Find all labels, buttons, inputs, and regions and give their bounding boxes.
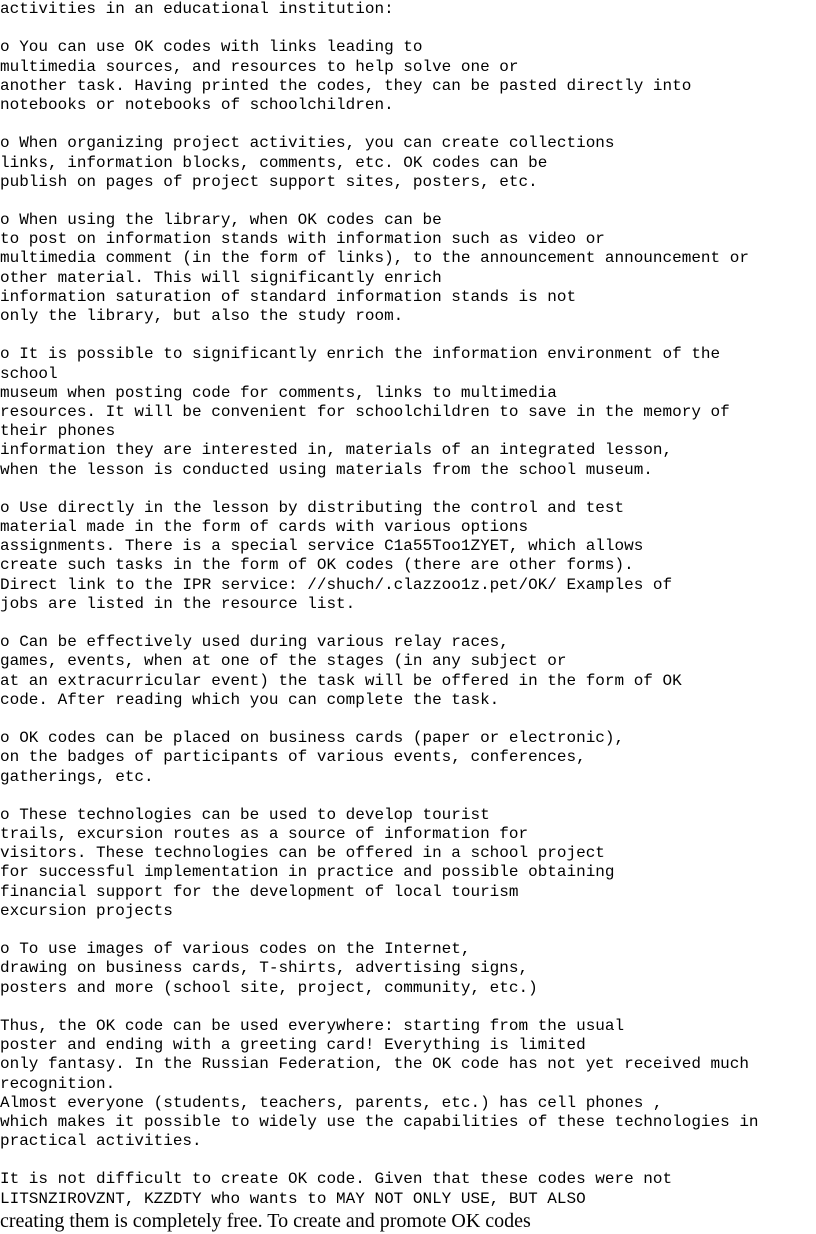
paragraph-line: notebooks or notebooks of schoolchildren.: [0, 95, 394, 114]
paragraph-line: visitors. These technologies can be offered in a school project: [0, 844, 605, 863]
paragraph-line: financial support for the development of local tourism: [0, 882, 519, 901]
paragraph-line: Direct link to the IPR service: //shuch/.clazzoo1z.pet/OK/ Examples of: [0, 575, 673, 594]
paragraph-line: drawing on business cards, T-shirts, advertising signs,: [0, 959, 529, 978]
paragraph-line: on the badges of participants of various events, conferences,: [0, 748, 586, 767]
paragraph-line: another task. Having printed the codes, they can be pasted directly into: [0, 76, 692, 95]
paragraph-line: o It is possible to significantly enrich the information environment of the: [0, 345, 721, 364]
paragraph: [0, 633, 816, 710]
paragraph-line: o These technologies can be used to develop tourist: [0, 805, 490, 824]
paragraph: [0, 345, 816, 479]
paragraph: [0, 940, 816, 998]
closing-line: LITSNZIROVZNT, KZZDTY who wants to MAY NOT ONLY USE, BUT ALSO: [0, 1189, 586, 1208]
paragraph-line: Thus, the OK code can be used everywhere: starting from the usual: [0, 1016, 625, 1035]
paragraph-line: when the lesson is conducted using materials from the school museum.: [0, 460, 653, 479]
paragraph: [0, 134, 816, 192]
paragraph-line: code. After reading which you can complete the task.: [0, 690, 500, 709]
paragraph-line: publish on pages of project support sites, posters, etc.: [0, 172, 538, 191]
paragraph-line: o When using the library, when OK codes can be: [0, 211, 442, 230]
paragraph: [0, 38, 816, 115]
paragraph-line: o Can be effectively used during various relay races,: [0, 633, 509, 652]
paragraph-line: jobs are listed in the resource list.: [0, 594, 356, 613]
paragraph: [0, 806, 816, 921]
paragraph-line: assignments. There is a special service C1a55Too1ZYET, which allows: [0, 537, 644, 556]
paragraph-line: excursion projects: [0, 901, 173, 920]
closing-paragraph: [0, 1170, 816, 1232]
paragraph-line: their phones: [0, 422, 116, 441]
paragraph-line: museum when posting code for comments, links to multimedia: [0, 383, 557, 402]
paragraph-line: resources. It will be convenient for schoolchildren to save in the memory of: [0, 402, 730, 421]
paragraph-list: [0, 38, 816, 1151]
paragraph-line: o To use images of various codes on the Internet,: [0, 940, 471, 959]
paragraph-line: information they are interested in, materials of an integrated lesson,: [0, 441, 673, 460]
paragraph-line: links, information blocks, comments, etc. OK codes can be: [0, 153, 548, 172]
paragraph-line: only the library, but also the study room.: [0, 307, 404, 325]
paragraph-line: poster and ending with a greeting card! Everything is limited: [0, 1036, 586, 1055]
paragraph: [0, 1017, 816, 1151]
paragraph-line: other material. This will significantly enrich: [0, 268, 442, 287]
paragraph-line: for successful implementation in practice and possible obtaining: [0, 863, 615, 882]
paragraph-line: only fantasy. In the Russian Federation, the OK code has not yet received much: [0, 1055, 749, 1074]
paragraph-line: to post on information stands with information such as video or: [0, 230, 605, 249]
paragraph-line: information saturation of standard information stands is not: [0, 287, 577, 306]
paragraph-line: posters and more (school site, project, community, etc.): [0, 978, 538, 997]
paragraph-line: o You can use OK codes with links leading to: [0, 38, 423, 57]
paragraph-line: material made in the form of cards with various options: [0, 518, 529, 537]
paragraph-line: practical activities.: [0, 1132, 202, 1151]
final-line: creating them is completely free. To create and promote OK codes: [0, 1209, 531, 1232]
paragraph-line: recognition.: [0, 1074, 116, 1093]
paragraph: [0, 499, 816, 614]
paragraph-line: multimedia sources, and resources to help solve one or: [0, 57, 519, 76]
intro-paragraph: [0, 0, 816, 19]
paragraph-line: which makes it possible to widely use the capabilities of these technologies in: [0, 1112, 759, 1131]
paragraph: [0, 729, 816, 787]
closing-line: It is not difficult to create OK code. Given that these codes were not: [0, 1170, 673, 1189]
intro-line: activities in an educational institution:: [0, 0, 394, 18]
paragraph-line: at an extracurricular event) the task will be offered in the form of OK: [0, 671, 682, 690]
paragraph-line: o Use directly in the lesson by distributing the control and test: [0, 498, 625, 517]
paragraph-line: o When organizing project activities, you can create collections: [0, 134, 615, 153]
paragraph-line: Almost everyone (students, teachers, parents, etc.) has cell phones ,: [0, 1093, 663, 1112]
paragraph-line: trails, excursion routes as a source of information for: [0, 825, 529, 844]
paragraph-line: create such tasks in the form of OK codes (there are other forms).: [0, 556, 634, 575]
paragraph-line: school: [0, 364, 58, 383]
paragraph-line: gatherings, etc.: [0, 767, 154, 786]
paragraph-line: o OK codes can be placed on business cards (paper or electronic),: [0, 729, 625, 748]
paragraph: [0, 211, 816, 326]
paragraph-line: games, events, when at one of the stages (in any subject or: [0, 652, 567, 671]
paragraph-line: multimedia comment (in the form of links), to the announcement announcement or: [0, 249, 749, 268]
